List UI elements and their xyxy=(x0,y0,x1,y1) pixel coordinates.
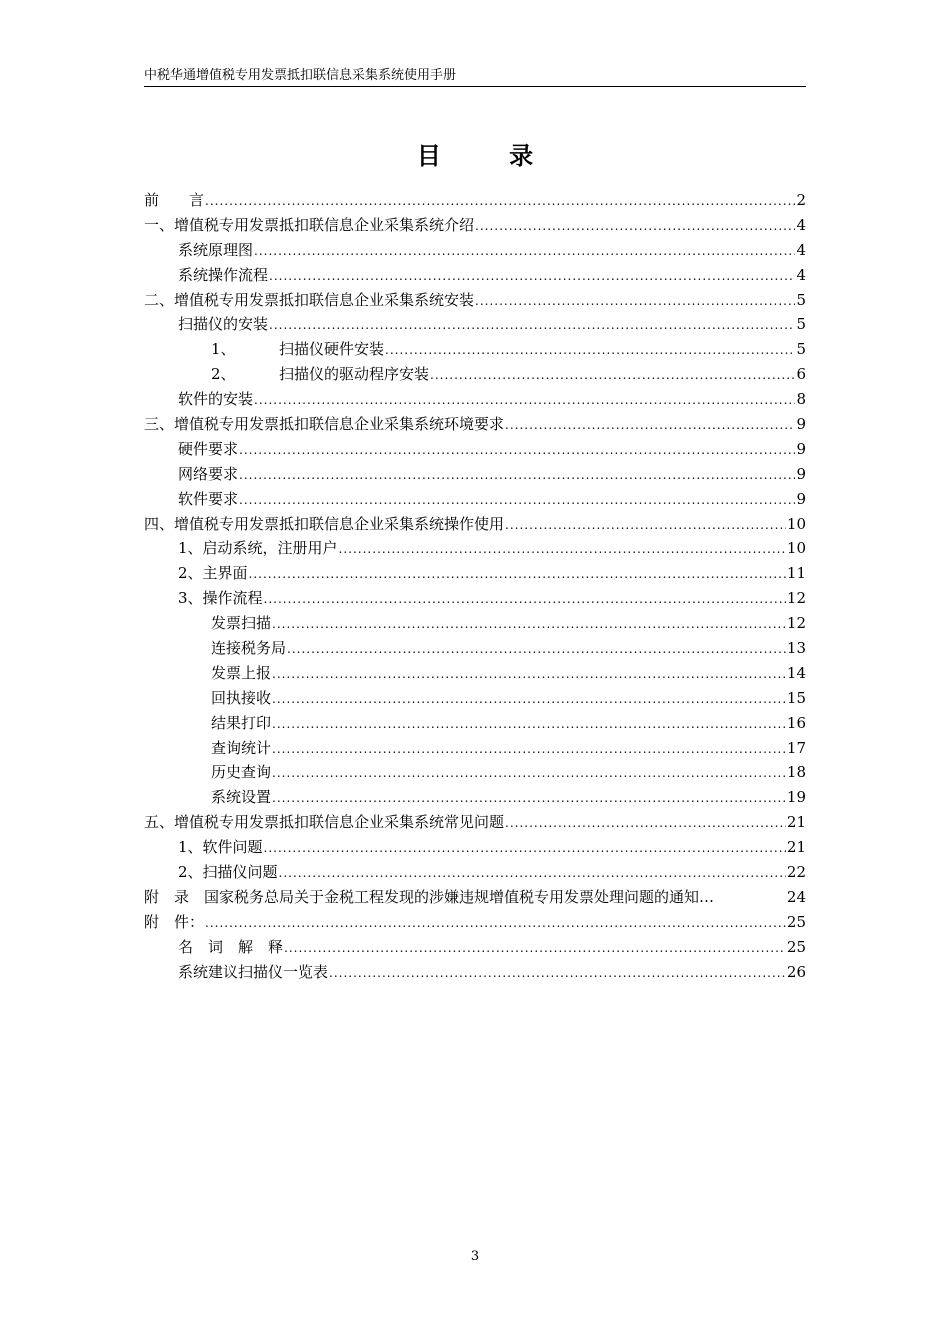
toc-leader-dots xyxy=(269,264,795,289)
toc-entry-text: 扫描仪的驱动程序安装 xyxy=(279,365,430,384)
toc-leader-dots xyxy=(329,961,786,986)
toc-entry[interactable] xyxy=(144,238,806,263)
toc-leader-dots xyxy=(339,537,786,562)
toc-entry[interactable] xyxy=(144,337,806,362)
toc-entry-label: 系统设置 xyxy=(211,788,272,807)
toc-entry[interactable] xyxy=(144,860,806,885)
toc-entry-label: 系统原理图 xyxy=(178,240,254,259)
toc-entry[interactable] xyxy=(144,362,806,387)
toc-entry-page: 25 xyxy=(786,912,806,931)
toc-entry-page: 24 xyxy=(786,887,806,906)
toc-entry-label: 连接税务局 xyxy=(211,639,287,658)
toc-entry-label: 五、增值税专用发票抵扣联信息企业采集系统常见问题 xyxy=(144,813,505,832)
toc-entry-page: 12 xyxy=(786,614,806,633)
toc-entry-page: 22 xyxy=(786,863,806,882)
toc-entry[interactable] xyxy=(144,512,806,537)
toc-entry-label: 系统建议扫描仪一览表 xyxy=(178,962,329,981)
toc-leader-dots xyxy=(287,637,786,662)
toc-entry-label: 附 录 国家税务总局关于金税工程发现的涉嫌违规增值税专用发票处理问题的通知… xyxy=(144,887,715,906)
toc-leader-dots xyxy=(272,662,786,687)
toc-entry-page: 9 xyxy=(796,489,806,508)
toc-entry[interactable] xyxy=(144,760,806,785)
toc-entry-page: 17 xyxy=(786,738,806,757)
toc-entry-page: 12 xyxy=(786,589,806,608)
toc-entry-page: 14 xyxy=(786,663,806,682)
toc-entry-page: 9 xyxy=(796,464,806,483)
toc-entry[interactable] xyxy=(144,312,806,337)
toc-entry-page: 25 xyxy=(786,937,806,956)
toc-entry[interactable] xyxy=(144,686,806,711)
toc-entry[interactable] xyxy=(144,586,806,611)
toc-entry[interactable] xyxy=(144,437,806,462)
toc-entry-label: 网络要求 xyxy=(178,464,239,483)
toc-entry-label: 发票扫描 xyxy=(211,614,272,633)
toc-entry[interactable] xyxy=(144,561,806,586)
toc-entry-label: 扫描仪的安装 xyxy=(178,315,269,334)
toc-entry-page: 21 xyxy=(786,838,806,857)
toc-leader-dots xyxy=(239,438,795,463)
toc-leader-dots xyxy=(284,936,786,961)
toc-leader-dots xyxy=(430,363,795,388)
toc-entry[interactable] xyxy=(144,213,806,238)
toc-leader-dots xyxy=(475,289,795,314)
toc-entry[interactable] xyxy=(144,487,806,512)
toc-entry[interactable] xyxy=(144,711,806,736)
toc-entry-label: 1、软件问题 xyxy=(178,838,263,857)
toc-entry[interactable] xyxy=(144,288,806,313)
toc-entry[interactable] xyxy=(144,736,806,761)
toc-entry-page: 15 xyxy=(786,688,806,707)
table-of-contents xyxy=(144,188,806,985)
toc-entry-text: 扫描仪硬件安装 xyxy=(279,340,385,359)
toc-entry-page: 6 xyxy=(796,365,806,384)
toc-leader-dots xyxy=(249,562,786,587)
toc-leader-dots xyxy=(272,786,786,811)
toc-entry-page: 5 xyxy=(796,340,806,359)
toc-entry-page: 21 xyxy=(786,813,806,832)
toc-entry-page: 9 xyxy=(796,415,806,434)
toc-entry[interactable] xyxy=(144,412,806,437)
toc-entry-page: 5 xyxy=(796,290,806,309)
toc-entry[interactable] xyxy=(144,636,806,661)
toc-leader-dots xyxy=(279,861,786,886)
running-header: 中税华通增值税专用发票抵扣联信息采集系统使用手册 xyxy=(144,68,457,83)
toc-entry-label: 3、操作流程 xyxy=(178,589,263,608)
toc-entry-label: 历史查询 xyxy=(211,763,272,782)
toc-entry-label: 回执接收 xyxy=(211,688,272,707)
toc-entry-page: 19 xyxy=(786,788,806,807)
toc-entry[interactable] xyxy=(144,188,806,213)
toc-entry-label: 四、增值税专用发票抵扣联信息企业采集系统操作使用 xyxy=(144,514,505,533)
toc-entry-page: 8 xyxy=(796,390,806,409)
toc-entry-label: 1、启动系统，注册用户 xyxy=(178,539,338,558)
toc-entry-page: 13 xyxy=(786,639,806,658)
toc-entry[interactable] xyxy=(144,387,806,412)
toc-leader-dots xyxy=(239,463,795,488)
toc-entry-label: 一、增值税专用发票抵扣联信息企业采集系统介绍 xyxy=(144,215,475,234)
toc-entry[interactable] xyxy=(144,263,806,288)
toc-leader-dots xyxy=(505,413,795,438)
toc-entry-label: 三、增值税专用发票抵扣联信息企业采集系统环境要求 xyxy=(144,415,505,434)
page-number: 3 xyxy=(470,1249,480,1264)
toc-entry-label: 系统操作流程 xyxy=(178,265,269,284)
toc-leader-dots xyxy=(475,214,795,239)
toc-entry-page: 5 xyxy=(796,315,806,334)
toc-leader-dots xyxy=(385,338,795,363)
toc-leader-dots xyxy=(264,587,786,612)
toc-leader-dots xyxy=(239,488,795,513)
toc-entry[interactable] xyxy=(144,810,806,835)
toc-entry-page: 16 xyxy=(786,713,806,732)
toc-leader-dots xyxy=(505,513,786,538)
toc-entry[interactable] xyxy=(144,835,806,860)
toc-leader-dots xyxy=(272,612,786,637)
toc-leader-dots xyxy=(272,712,786,737)
toc-entry-label xyxy=(211,337,384,362)
toc-entry-page: 9 xyxy=(796,439,806,458)
toc-entry[interactable] xyxy=(144,885,806,910)
toc-entry[interactable] xyxy=(144,536,806,561)
toc-title: 目 录 xyxy=(416,141,564,170)
toc-entry-label: 2、主界面 xyxy=(178,564,248,583)
toc-leader-dots xyxy=(254,388,795,413)
toc-entry-number: 1、 xyxy=(211,340,236,359)
toc-entry-page: 10 xyxy=(786,539,806,558)
toc-entry-label: 发票上报 xyxy=(211,663,272,682)
toc-entry-label: 名 词 解 释 xyxy=(178,937,284,956)
toc-entry[interactable] xyxy=(144,910,806,935)
toc-entry-label: 查询统计 xyxy=(211,738,272,757)
toc-leader-dots xyxy=(272,737,786,762)
toc-entry-label: 附 件： xyxy=(144,912,205,931)
toc-entry-page: 18 xyxy=(786,763,806,782)
toc-entry[interactable] xyxy=(144,462,806,487)
toc-entry-page: 4 xyxy=(796,215,806,234)
toc-entry-page: 2 xyxy=(796,191,806,209)
toc-entry-label: 结果打印 xyxy=(211,713,272,732)
toc-entry-page: 4 xyxy=(796,240,806,259)
toc-leader-dots xyxy=(264,836,786,861)
toc-leader-dots xyxy=(254,239,795,264)
toc-leader-dots xyxy=(272,761,786,786)
toc-entry-label: 软件的安装 xyxy=(178,390,254,409)
toc-entry[interactable] xyxy=(144,785,806,810)
toc-leader-dots xyxy=(505,811,786,836)
toc-entry-page: 11 xyxy=(786,564,806,583)
toc-entry-page: 4 xyxy=(796,265,806,284)
toc-entry-page: 10 xyxy=(786,514,806,533)
toc-entry-label: 软件要求 xyxy=(178,489,239,508)
toc-entry-label: 2、扫描仪问题 xyxy=(178,863,278,882)
toc-leader-dots xyxy=(272,687,786,712)
header-rule xyxy=(144,86,806,87)
toc-leader-dots xyxy=(205,189,795,214)
toc-entry-page: 26 xyxy=(786,962,806,981)
toc-entry-label: 二、增值税专用发票抵扣联信息企业采集系统安装 xyxy=(144,290,475,309)
toc-entry-label xyxy=(211,362,429,387)
toc-entry[interactable] xyxy=(144,935,806,960)
toc-entry-number: 2、 xyxy=(211,365,236,384)
toc-entry[interactable] xyxy=(144,611,806,636)
toc-entry[interactable] xyxy=(144,661,806,686)
toc-entry[interactable] xyxy=(144,960,806,985)
toc-entry-label: 硬件要求 xyxy=(178,439,239,458)
toc-leader-dots xyxy=(205,911,786,936)
toc-leader-dots xyxy=(269,313,795,338)
toc-entry-label: 前 言 xyxy=(144,191,205,209)
